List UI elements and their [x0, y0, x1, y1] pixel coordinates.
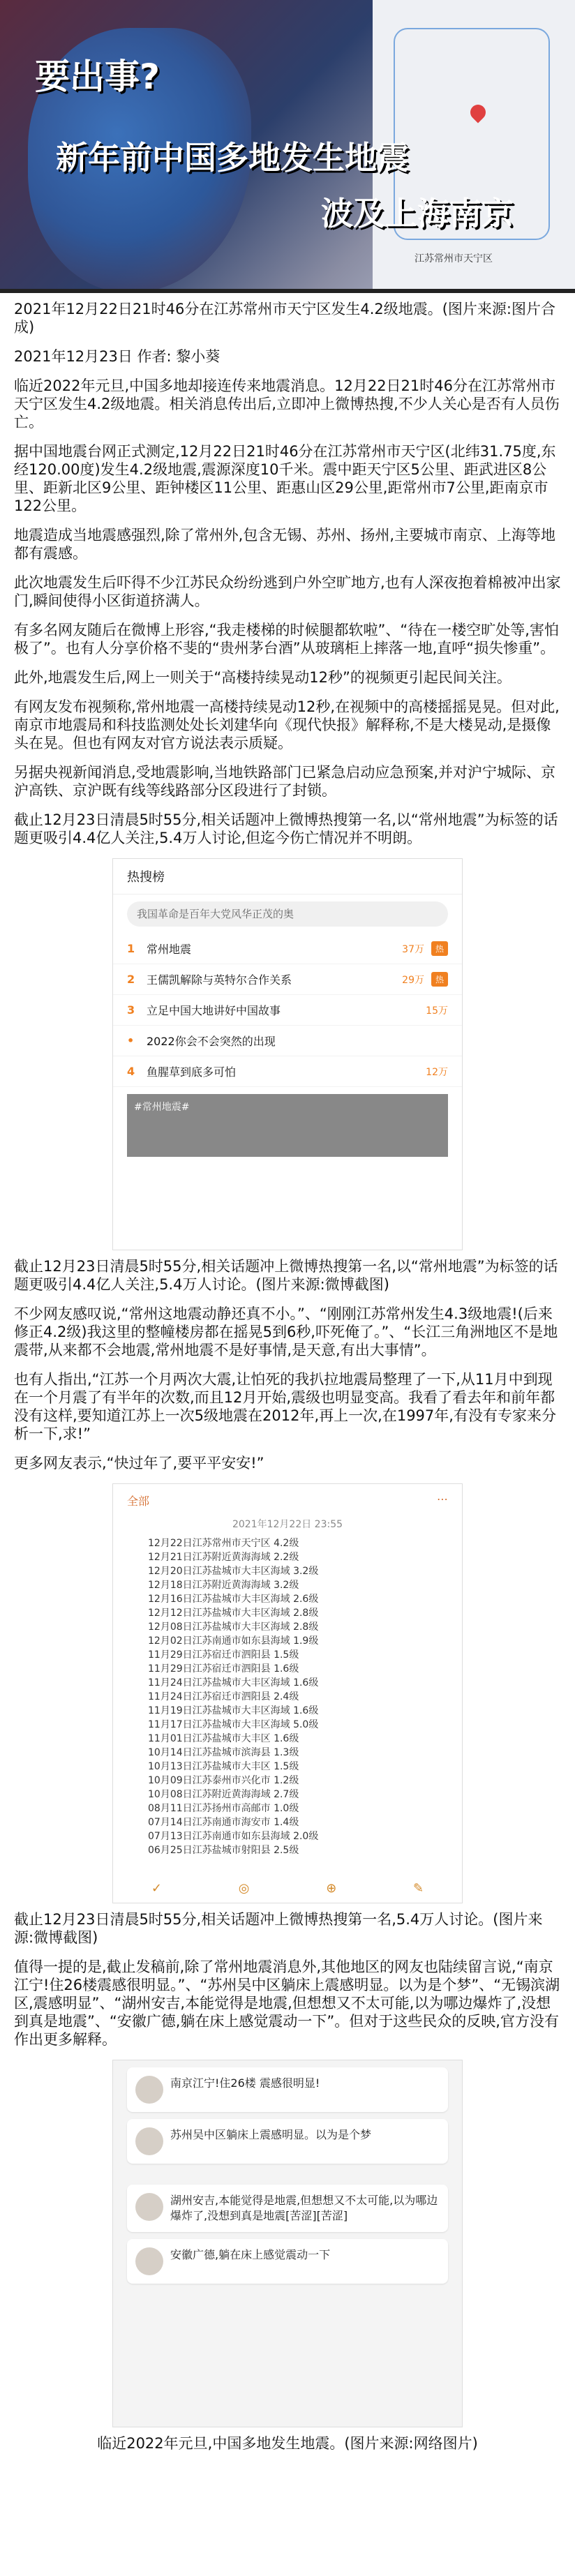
list-item[interactable]: 4 鱼腥草到底多可怕 12万: [113, 1056, 462, 1087]
list-top: [113, 1484, 462, 1517]
comment: 湖州安吉,本能觉得是地震,但想想又不太可能,以为哪边爆炸了,没想到真是地震[苦涩][苦涩]: [127, 2185, 448, 2232]
avatar: [135, 2247, 163, 2275]
para: 2021年12月23日 作者: 黎小葵: [14, 348, 221, 365]
action-bar: [113, 1881, 462, 1896]
para: 地震造成当地震感强烈,除了常州外,包含无锡、苏州、扬州,主要城市南京、上海等地都有震感。: [14, 527, 556, 562]
add-icon[interactable]: ⊕: [326, 1881, 337, 1896]
hotlist-screenshot: [112, 858, 463, 1250]
hero-title-2: 新年前中国多地发生地震: [56, 139, 409, 177]
avatar: [135, 2127, 163, 2155]
para: 另据央视新闻消息,受地震影响,当地铁路部门已紧急启动应急预案,并对沪宁城际、京沪高铁、京沪既有线等线路部分区段进行了封锁。: [14, 764, 556, 799]
camera-icon[interactable]: ◎: [238, 1881, 250, 1896]
list-item[interactable]: 1 常州地震 37万 热: [113, 934, 462, 964]
article-body-1: [0, 293, 575, 847]
para: 截止12月23日清晨5时55分,相关话题冲上微博热搜第一名,以“常州地震”为标签的话题更吸引4.4亿人关注,5.4万人讨论,但迄今伤亡情况并不明朗。: [14, 811, 558, 846]
para: 据中国地震台网正式测定,12月22日21时46分在江苏常州市天宁区(北纬31.75度,东经120.00度)发生4.2级地震,震源深度10千米。震中距天宁区5公里、距武进区8公里、距新北区9公里、距钟楼区11公里、距惠山区29公里,距常州市7公里,距南京市122公里。: [14, 443, 556, 514]
para: 有网友发布视频称,常州地震一高楼持续晃动12秒,在视频中的高楼摇摇晃晃。但对此,南京市地震局和科技监测处处长刘建华向《现代快报》解释称,不是大楼晃动,是摄像头在晃。但也有网友对官方说法表示质疑。: [14, 698, 560, 751]
edit-icon[interactable]: ✎: [413, 1881, 424, 1896]
hero-image: [0, 0, 575, 293]
hotlist-header: 热搜榜: [113, 859, 462, 894]
quake-list-screenshot: [112, 1483, 463, 1903]
hero-base: [0, 289, 575, 293]
search-input[interactable]: 我国革命是百年大党风华正茂的奥: [127, 901, 448, 927]
footer-caption: 临近2022年元旦,中国多地发生地震。(图片来源:网络图片): [97, 2435, 478, 2452]
para: 此次地震发生后吓得不少江苏民众纷纷逃到户外空旷地方,也有人深夜抱着棉被冲出家门,瞬间使得小区街道挤满人。: [14, 574, 561, 609]
list-date: 2021年12月22日 23:55: [232, 1519, 343, 1530]
para: 临近2022年元旦,中国多地却接连传来地震消息。12月22日21时46分在江苏常州市天宁区发生4.2级地震。相关消息传出后,立即冲上微博热搜,不少人关心是否有人员伤亡。: [14, 377, 560, 430]
map-caption: 江苏常州市天宁区: [415, 253, 493, 264]
avatar: [135, 2193, 163, 2221]
hotlist-caption: 截止12月23日清晨5时55分,相关话题冲上微博热搜第一名,以“常州地震”为标签的话题更吸引4.4亿人关注,5.4万人讨论。(图片来源:微博截图) 不少网友感叹说,“常州这地震动静还真不小。”、“刚刚江苏常州发生4.3级地震!(后来修正4.2级)我这里的整幢楼房都在摇晃5到6秒,吓死俺了。”、“长江三角洲地区不是地震带,从来都不会地震,常州地震不是好事情,是天意,有出大事情”。 也有人指出,“江苏一个月两次大震,让怕死的我扒拉地震局整理了一下,从11月中到现在一个月震了有半年的次数,而且12月开始,震级也明显变高。我看了看去年和前年都没有这样,要知道江苏上一次5级地震在2012年,再上一次,在1997年,有没有专家来分析一下,求!” 更多网友表示,“快过年了,要平平安安!”: [14, 1258, 558, 1472]
comment: 安徽广德,躺在床上感觉震动一下: [127, 2239, 448, 2284]
comments-screenshot: [112, 2060, 463, 2427]
back-button[interactable]: 全部: [127, 1495, 150, 1508]
para: 2021年12月22日21时46分在江苏常州市天宁区发生4.2级地震。(图片来源:图片合成): [14, 301, 555, 336]
comment: 苏州吴中区躺床上震感明显。以为是个梦: [127, 2119, 448, 2164]
para: 有多名网友随后在微博上形容,“我走楼梯的时候腿都软啦”、“待在一楼空旷处等,害怕极了”。也有人分享价格不斐的“贵州茅台酒”从玻璃柜上摔落一地,直呼“损失惨重”。: [14, 622, 559, 657]
list-item[interactable]: 2 王儒凯解除与英特尔合作关系 29万 热: [113, 964, 462, 995]
quake-items: 12月22日江苏常州市天宁区 4.2级 12月21日江苏附近黄海海域 2.2级 12月20日江苏盐城市大丰区海域 3.2级 12月18日江苏附近黄海海域 3.2级 12月16日江苏盐城市大丰区海域 2.6级 12月12日江苏盐城市大丰区海域 2.8级 12月08日江苏盐城市大丰区海域 2.8级 12月02日江苏南通市如东县海域 1.9级 11月29日江苏宿迁市泗阳县 1.5级 11月29日江苏宿迁市泗阳县 1.6级 11月24日江苏盐城市大丰区海域 1.6级 11月24日江苏宿迁市泗阳县 2.4级 11月19日江苏盐城市大丰区海域 1.6级 11月17日江苏盐城市大丰区海域 5.0级 11月01日江苏盐城市大丰区 1.6级 10月14日江苏盐城市滨海县 1.3级 10月13日江苏盐城市大丰区 1.5级 10月09日江苏泰州市兴化市 1.2级 10月08日江苏附近黄海海域 2.7级 08月11日江苏扬州市高邮市 1.0级 07月14日江苏南通市海安市 1.4级 07月13日江苏南通市如东县海域 2.0级 06月25日江苏盐城市射阳县 2.5级: [148, 1538, 319, 1856]
after-text: 截止12月23日清晨5时55分,相关话题冲上微博热搜第一名,5.4万人讨论。(图片来源:微博截图) 值得一提的是,截止发稿前,除了常州地震消息外,其他地区的网友也陆续留言说,“南京江宁!住26楼震感很明显。”、“苏州吴中区躺床上震感明显。以为是个梦”、“无锡滨湖区,震感明显”、“湖州安吉,本能觉得是地震,但想想又不太可能,以为哪边爆炸了,没想到真是地震”、“安徽广德,躺在床上感觉震动一下”。但对于这些民众的反映,官方没有作出更多解释。: [14, 1911, 560, 2048]
comment: 南京江宁!住26楼 震感很明显!: [127, 2067, 448, 2112]
list-item[interactable]: 3 立足中国大地讲好中国故事 15万: [113, 995, 462, 1026]
hero-title-1: 要出事?: [35, 57, 160, 97]
list-item[interactable]: • 2022你会不会突然的出现: [113, 1026, 462, 1056]
map-pin-icon: [467, 101, 488, 123]
more-icon[interactable]: ⋯: [437, 1492, 448, 1506]
hero-title-3: 波及上海南京: [321, 195, 514, 232]
check-icon[interactable]: ✓: [151, 1881, 162, 1896]
avatar: [135, 2076, 163, 2104]
para: 此外,地震发生后,网上一则关于“高楼持续晃动12秒”的视频更引起民间关注。: [14, 669, 511, 686]
video-thumbnail[interactable]: #常州地震#: [127, 1094, 448, 1157]
